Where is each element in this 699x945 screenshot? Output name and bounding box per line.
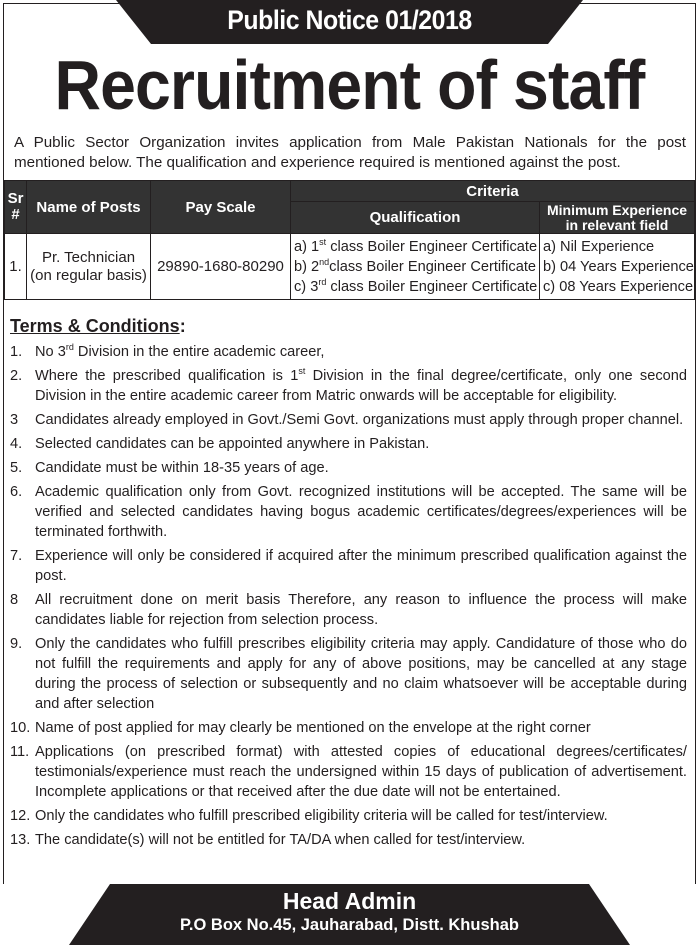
term-number: 3 — [10, 412, 19, 428]
table-row — [5, 234, 695, 300]
qualification-item: a) 1st class Boiler Engineer Certificate — [294, 236, 538, 255]
notice-title: Public Notice 01/2018 — [227, 5, 472, 35]
footer-address: P.O Box No.45, Jauharabad, Distt. Khushab — [180, 916, 519, 934]
header-pay-scale: Pay Scale — [151, 181, 291, 234]
row-post-name — [27, 234, 151, 300]
term-text: Selected candidates can be appointed anywhere in Pakistan. — [35, 436, 430, 452]
post-name-line: Pr. Technician — [41, 248, 136, 266]
term-item — [10, 482, 687, 542]
term-text: Only the candidates who fulfill prescribes eligibility criteria may apply. Candidature of those who do not fulfill the requirements and apply for any of above positions, may be cancelled at any stage during the process of selection or subsequently and no claim whatsoever will be acceptable during and after selection — [35, 636, 687, 712]
term-item — [10, 806, 687, 826]
qualification-item: c) 3rd class Boiler Engineer Certificate — [294, 276, 538, 295]
term-item — [10, 590, 687, 630]
notice-title-banner — [0, 0, 699, 44]
term-item — [10, 830, 687, 850]
header-sr: Sr # — [5, 181, 27, 234]
terms-heading: Terms & Conditions: — [10, 316, 186, 336]
term-item — [10, 342, 687, 362]
experience-item: b) 04 Years Experience — [543, 258, 694, 275]
term-number: 6. — [10, 484, 23, 500]
term-item — [10, 434, 687, 454]
header-experience: Minimum Experience in relevant field — [540, 202, 695, 234]
term-text: Experience will only be considered if acquired after the minimum prescribed qualification against the post. — [35, 548, 687, 584]
term-number: 12. — [10, 808, 31, 824]
term-text: Candidate must be within 18-35 years of age. — [35, 460, 329, 476]
main-title: Recruitment of staff — [54, 46, 645, 124]
row-qualifications — [291, 234, 540, 300]
header-criteria: Criteria — [291, 181, 695, 202]
term-text: Name of post applied for may clearly be mentioned on the envelope at the right corner — [35, 720, 591, 736]
footer-head-admin: Head Admin — [282, 888, 417, 914]
post-basis-line: (on regular basis) — [30, 266, 147, 284]
term-item — [10, 458, 687, 478]
term-number: 13. — [10, 832, 31, 848]
term-number: 4. — [10, 436, 23, 452]
term-number: 10. — [10, 720, 31, 736]
row-sr: 1. — [5, 234, 27, 300]
term-text: No 3rd Division in the entire academic career, — [35, 342, 325, 360]
term-item — [10, 742, 687, 802]
posts-table — [4, 180, 695, 300]
term-text: The candidate(s) will not be entitled for TA/DA when called for test/interview. — [35, 832, 526, 848]
term-text: Where the prescribed qualification is 1st Division in the final degree/certificate, only one second Division in the entire academic career from Matric onwards will be acceptable for eligibility. — [35, 366, 687, 404]
term-number: 1. — [10, 344, 23, 360]
terms-list — [10, 342, 687, 854]
row-experience — [540, 234, 695, 300]
term-item — [10, 634, 687, 714]
term-text: Academic qualification only from Govt. recognized institutions will be accepted. The same will be verified and selected candidates having bogus academic certificates/degrees/experiences will be terminated forthwith. — [35, 484, 687, 540]
term-item — [10, 718, 687, 738]
term-item — [10, 546, 687, 586]
term-number: 2. — [10, 368, 23, 384]
header-qualification: Qualification — [291, 202, 540, 234]
term-number: 5. — [10, 460, 23, 476]
footer-banner — [0, 884, 699, 945]
term-number: 7. — [10, 548, 23, 564]
experience-item: a) Nil Experience — [543, 238, 655, 255]
term-number: 9. — [10, 636, 23, 652]
term-text: Only the candidates who fulfill prescribed eligibility criteria will be called for test/interview. — [35, 808, 608, 824]
term-text: Applications (on prescribed format) with attested copies of educational degrees/certificates/ testimonials/experience must reach the undersigned within 15 days of publication of advertisement. Incomplete applications or that received after the due date will not be entertained. — [35, 744, 687, 800]
qualification-item: b) 2ndclass Boiler Engineer Certificate — [294, 256, 537, 275]
term-item — [10, 366, 687, 406]
term-text: All recruitment done on merit basis Therefore, any reason to influence the process will make candidates liable for rejection from selection process. — [35, 592, 687, 628]
term-number: 11. — [10, 744, 30, 760]
row-pay-scale: 29890-1680-80290 — [151, 234, 291, 300]
term-item — [10, 410, 687, 430]
experience-item: c) 08 Years Experience — [543, 278, 694, 295]
intro-paragraph: A Public Sector Organization invites application from Male Pakistan Nationals for the post mentioned below. The qualification and experience required is mentioned against the post. — [14, 134, 686, 171]
term-text: Candidates already employed in Govt./Semi Govt. organizations must apply through proper channel. — [35, 412, 684, 428]
term-number: 8 — [10, 592, 19, 608]
header-name-of-posts: Name of Posts — [27, 181, 151, 234]
